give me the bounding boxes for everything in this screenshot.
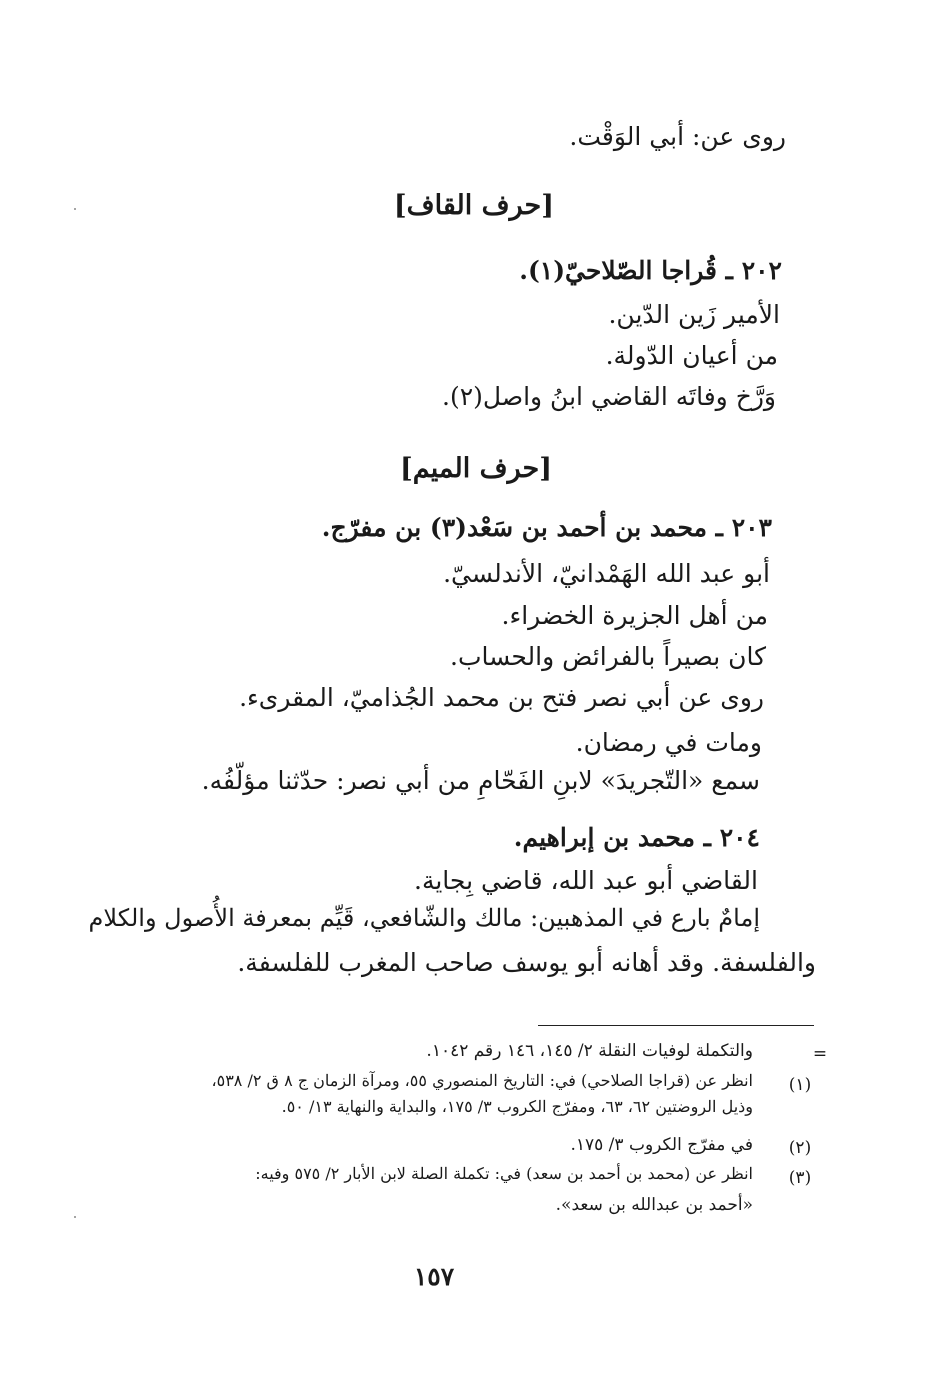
body-line: وَرَّخ وفاتَه القاضي ابنُ واصل(٢). [442,382,776,411]
body-line: روى عن أبي نصر فتح بن محمد الجُذاميّ، المقرىء. [239,683,764,712]
body-line: الأمير زَين الدّين. [608,300,780,329]
section-heading-mim: [حرف الميم] [400,453,552,484]
footnote-mark: = [812,1044,828,1064]
body-line: القاضي أبو عبد الله، قاضي بِجاية. [414,866,758,895]
footnote-line: والتكملة لوفيات النقلة ٢/ ١٤٥، ١٤٦ رقم ١٠٤٢. [426,1041,753,1061]
body-line: سمع «التّجريدَ» لابنِ الفَحّامِ من أبي نصر: حدّثنا مؤلّفُه. [201,766,760,795]
footnote-line: انظر عن (قراجا الصلاحي) في: التاريخ المنصوري ٥٥، ومرآة الزمان ج ٨ ق ٢/ ٥٣٨، [211,1071,753,1090]
footnote-mark: (٣) [788,1168,812,1188]
body-line: روى عن: أبي الوَقْت. [569,122,786,151]
scan-speck [74,1216,76,1218]
body-line: من أعيان الدّولة. [605,341,778,370]
scan-speck [74,208,76,210]
footnote-separator [538,1025,814,1026]
body-line: والفلسفة. وقد أهانه أبو يوسف صاحب المغرب للفلسفة. [237,948,816,977]
footnote-mark: (٢) [788,1138,812,1158]
body-line: ومات في رمضان. [575,728,762,757]
body-line: أبو عبد الله الهَمْدانيّ، الأندلسيّ. [443,559,770,588]
entry-heading-203: ٢٠٣ ـ محمد بن أحمد بن سَعْد(٣) بن مفرّج. [321,513,772,542]
footnote-line: انظر عن (محمد بن أحمد بن سعد) في: تكملة الصلة لابن الأبار ٢/ ٥٧٥ وفيه: [255,1164,753,1183]
footnote-line: في مفرّج الكروب ٣/ ١٧٥. [570,1135,753,1155]
body-line: كان بصيراً بالفرائض والحساب. [450,642,766,671]
body-line: من أهل الجزيرة الخضراء. [501,601,768,630]
footnote-line: وذيل الروضتين ٦٢، ٦٣، ومفرّج الكروب ٣/ ١٧٥، والبداية والنهاية ١٣/ ٥٠. [281,1097,753,1116]
page-number: ١٥٧ [413,1262,455,1291]
footnote-line: «أحمد بن عبدالله بن سعد». [555,1195,753,1215]
footnote-mark: (١) [788,1075,812,1095]
body-line: إمامٌ بارع في المذهبين: مالك والشّافعي، قَيِّم بمعرفة الأُصول والكلام [88,904,760,932]
section-heading-qaf: [حرف القاف] [393,190,554,221]
entry-heading-202: ٢٠٢ ـ قُراجا الصّلاحيّ(١). [519,256,782,285]
entry-heading-204: ٢٠٤ ـ محمد بن إبراهيم. [513,823,760,852]
